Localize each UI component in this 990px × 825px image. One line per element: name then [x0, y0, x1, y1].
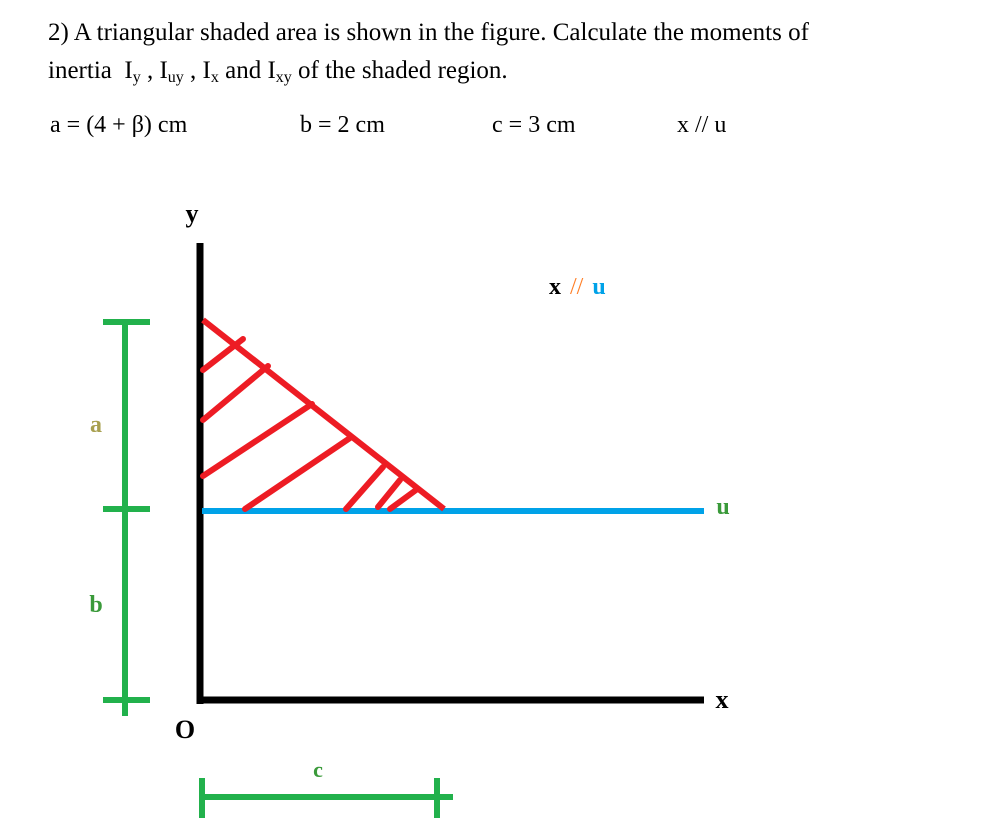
param-parallel: x // u — [677, 112, 727, 138]
problem-suffix: of the shaded region. — [298, 57, 508, 84]
hatch-lines — [203, 339, 416, 509]
symbol-iuy: $I_{uy}$ — [159, 57, 184, 86]
dim-label-c: c — [313, 757, 323, 782]
dim-label-a: a — [90, 412, 102, 438]
problem-text-line1: A triangular shaded area is shown in the figure. Calculate the moments of — [73, 19, 809, 46]
symbol-iy: $I_y$ — [124, 57, 141, 86]
dimension-ab — [103, 320, 150, 716]
y-axis-label: y — [185, 199, 199, 228]
param-c: c = 3 cm — [492, 112, 576, 138]
param-b: b = 2 cm — [300, 112, 385, 138]
origin-label: O — [174, 715, 196, 744]
dimension-c — [199, 778, 453, 818]
hatch-line — [390, 490, 416, 509]
hatch-line — [203, 366, 268, 420]
hatch-line — [346, 467, 383, 509]
param-a: a = (4 + β) cm — [50, 112, 188, 138]
symbol-ixy: $I_{xy}$ — [267, 57, 292, 86]
parallel-annotation: x // u — [549, 274, 606, 300]
x-axis-label: x — [715, 685, 729, 714]
hatch-line — [245, 438, 350, 509]
hatch-line — [203, 339, 243, 370]
symbol-ix: $I_x$ — [202, 57, 219, 86]
u-axis-label: u — [716, 494, 730, 520]
problem-line-2: inertia $I_y$ , $I_{uy}$ , $I_x$ and $I_{xy}$ of the shaded region. — [48, 57, 508, 86]
triangle-hypotenuse — [203, 320, 444, 509]
problem-inertia-word: inertia — [48, 57, 112, 84]
hatch-line — [203, 404, 312, 476]
problem-and-word: and — [225, 57, 262, 84]
dim-label-b: b — [89, 592, 103, 618]
problem-number: 2) — [48, 19, 69, 46]
